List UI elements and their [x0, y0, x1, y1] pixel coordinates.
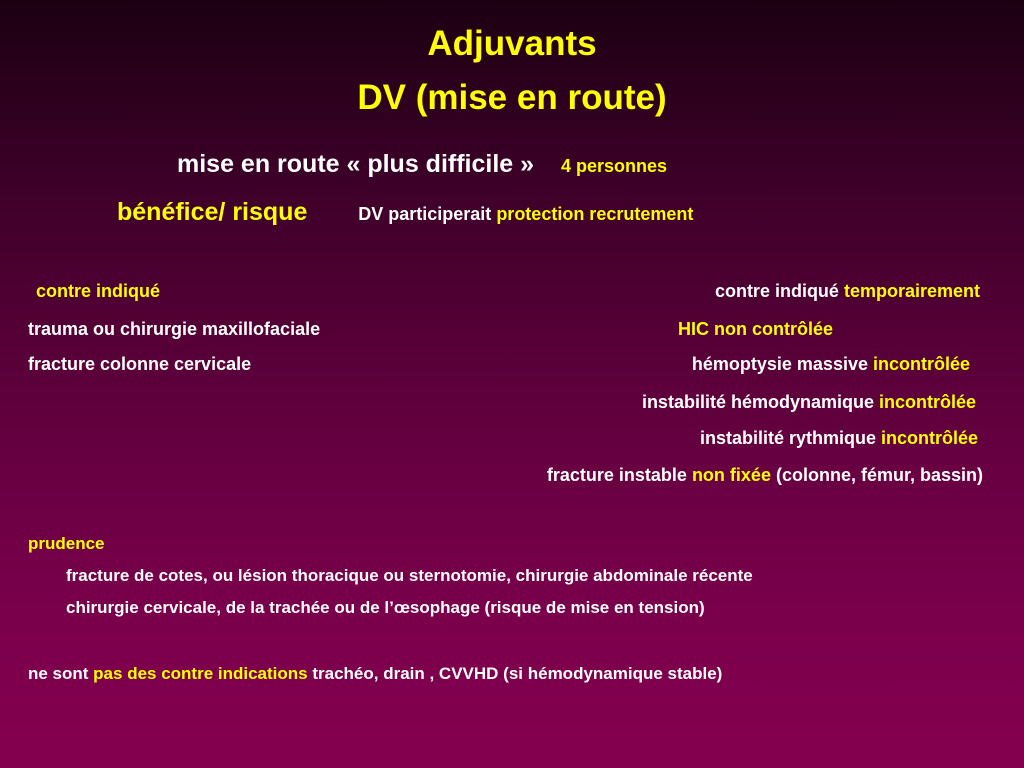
contre-indique-temp-heading: [715, 282, 980, 300]
hemoptysie-prefix: hémoptysie massive: [691, 354, 873, 374]
fracture-suffix: (colonne, fémur, bassin): [770, 465, 983, 485]
mise-en-route-line: [177, 152, 667, 177]
ne-sont-line: [28, 665, 722, 682]
instabilite-rythmique-item: [700, 429, 978, 447]
fracture-instable-item: [547, 466, 983, 484]
mise-en-route-text: mise en route « plus difficile »: [177, 150, 535, 178]
slide-title-line1: Adjuvants: [427, 24, 597, 63]
temporairement-text: temporairement: [843, 281, 980, 301]
protection-recrutement-text: protection recrutement: [496, 204, 694, 224]
pas-des-contre-indications-text: pas des contre indications: [93, 664, 308, 683]
instab-hemo-highlight: incontrôlée: [878, 392, 976, 412]
non-fixee-text: non fixée: [691, 465, 771, 485]
instab-ryth-highlight: incontrôlée: [880, 428, 978, 448]
ne-sont-suffix: trachéo, drain , CVVHD (si hémodynamique stable): [307, 664, 723, 683]
contre-indique-item: fracture colonne cervicale: [28, 354, 252, 374]
benefice-risque-line: [117, 200, 693, 225]
hemoptysie-highlight: incontrôlée: [872, 354, 970, 374]
contre-indique-heading: contre indiqué: [36, 281, 161, 301]
prudence-item: chirurgie cervicale, de la trachée ou de l’œsophage (risque de mise en tension): [66, 598, 705, 617]
contre-indique-item: trauma ou chirurgie maxillofaciale: [28, 319, 321, 339]
instab-hemo-prefix: instabilité hémodynamique: [641, 392, 879, 412]
prudence-item: fracture de cotes, ou lésion thoracique ou sternotomie, chirurgie abdominale récente: [66, 566, 753, 585]
contre-indique-temp-prefix: contre indiqué: [714, 281, 844, 301]
ne-sont-prefix: ne sont: [28, 664, 94, 683]
instabilite-hemodynamique-item: [642, 393, 976, 411]
personnes-note: 4 personnes: [560, 156, 667, 176]
dv-participerait-text: DV participerait: [358, 204, 497, 224]
hic-item: HIC non contrôlée: [678, 319, 834, 339]
benefice-risque-label: bénéfice/ risque: [117, 198, 308, 226]
hemoptysie-item: [692, 355, 970, 373]
instab-ryth-prefix: instabilité rythmique: [699, 428, 881, 448]
fracture-prefix: fracture instable: [546, 465, 692, 485]
prudence-heading: prudence: [28, 534, 105, 553]
slide-title-line2: DV (mise en route): [357, 78, 667, 117]
